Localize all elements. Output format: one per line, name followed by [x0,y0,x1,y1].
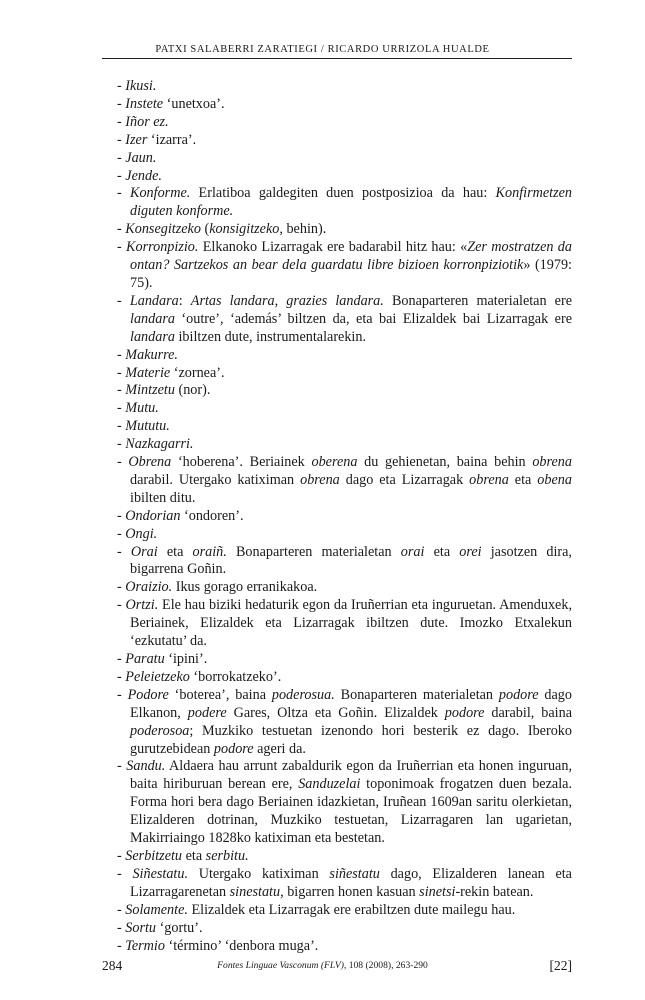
italic-term: Landara [129,292,179,309]
italic-term: Konfirmetzen diguten konforme. [130,185,572,220]
italic-term: Makurre. [125,346,178,363]
glossary-entry: - Podore ‘boterea’, baina poderosua. Bonaparteren materialetan podore dago Elkanon, podere Gares, Oltza eta Goñin. Elizaldek podore darabil, baina poderosoa; Muzkiko testuetan izenondo hori besterik ez dago. Iberoko gurutzebidean podore ageri da. [117,686,572,757]
italic-term: grazies landara. [286,292,384,309]
italic-term: Serbitzetu [125,847,183,864]
italic-term: Konforme. [130,185,191,202]
glossary-entry: - Sortu ‘gortu’. [117,919,203,936]
glossary-entry: - Nazkagarri. [117,436,194,453]
italic-term: Sandu. [126,758,166,775]
glossary-entry: - Orai eta oraiñ. Bonaparteren materialetan orai eta orei jasotzen dira, bigarrena Goñin. [117,543,572,578]
italic-term: Mintzetu [125,382,175,399]
italic-term: Artas landara [190,292,275,309]
glossary-entry: - Siñestatu. Utergako katiximan siñestatu dago, Elizalderen lanean eta Lizarragarenetan sinestatu, bigarren honen kasuan sinetsi-rekin batean. [117,865,572,900]
glossary-entry: - Ikusi. [117,78,157,94]
italic-term: Iñor ez. [125,113,169,130]
glossary-entry: - Makurre. [117,346,178,363]
glossary-entry: - Instete ‘unetxoa’. [117,95,225,112]
italic-term: sinestatu [229,883,281,900]
glossary-entry: - Mutu. [117,400,159,417]
italic-term: Orai [130,543,158,560]
glossary-entry: - Mintzetu (nor). [117,382,211,399]
italic-term: Sortu [125,919,157,936]
italic-term: orai [400,543,425,560]
glossary-entry: - Peleietzeko ‘borrokatzeko’. [117,668,282,685]
italic-term: oraiñ. [192,543,227,560]
italic-term: Termio [125,937,165,954]
glossary-entry: - Obrena ‘hoberena’. Beriainek oberena du gehienetan, baina behin obrena darabil. Utergako katiximan obrena dago eta Lizarragak obrena eta obena ibilten ditu. [117,454,572,506]
glossary-entry: - Izer ‘izarra’. [117,131,197,148]
italic-term: Konsegitzeko [125,221,201,238]
italic-term: Oraizio. [125,579,173,596]
italic-term: Materie [125,364,171,381]
italic-term: Ongi. [125,525,158,542]
glossary-entry: - Konsegitzeko (konsigitzeko, behin). [117,221,327,238]
glossary-entry: - Materie ‘zornea’. [117,364,225,381]
running-head: PATXI SALABERRI ZARATIEGI / RICARDO URRIZOLA HUALDE [155,44,490,55]
italic-term: obena [537,471,572,488]
italic-term: obrena [469,471,509,488]
italic-term: podore [213,740,254,757]
glossary-entry: - Sandu. Aldaera hau arrunt zabaldurik egon da Iruñerrian eta honen inguruan, baita hiriburuan berean ere, Sanduzelai toponimoak frogatzen duen bezala. Forma hori bera dago Beriainen idazkietan, Iruñean 1609an saritu olerkietan, Elizalderen dotrinan, Muzkiko testuetan, Lizarragaren lan ugarietan, Makirriaingo 1828ko katiximan eta bestetan. [117,758,572,847]
glossary-entry: - Ortzi. Ele hau biziki hedaturik egon da Iruñerrian eta inguruetan. Amenduxek, Beriainek, Elizaldek eta Lizarragak ibiltzen dute. Imozko Etxalekun ‘ezkutatu’ da. [117,597,572,650]
italic-term: oberena [311,454,358,471]
italic-term: Ortzi. [125,597,159,614]
journal-citation [0,960,645,971]
journal-title: Fontes Linguae Vasconum (FLV) [217,960,344,971]
glossary-entry: - Ongi. [117,525,158,542]
italic-term: Nazkagarri. [125,436,194,453]
glossary-entry: - Konforme. Erlatiboa galdegiten duen postposizioa da hau: Konfirmetzen diguten konforme. [117,185,572,220]
glossary-entry: - Paratu ‘ipini’. [117,651,208,667]
glossary-list [117,78,572,955]
glossary-entry: - Mututu. [117,418,170,435]
italic-term: Ondorian [125,507,181,524]
italic-term: poderosua. [271,686,335,703]
italic-term: Korronpizio. [126,239,199,256]
italic-term: podere [187,704,227,721]
italic-term: Ikusi. [125,78,157,94]
glossary-entry: - Solamente. Elizaldek eta Lizarragak ere erabiltzen dute mailegu hau. [117,901,516,918]
italic-term: konsigitzeko [209,221,280,238]
journal-details: , 108 (2008), 263-290 [343,960,428,971]
italic-term: Siñestatu. [132,865,189,882]
italic-term: sinetsi [419,883,456,900]
glossary-entry: - Oraizio. Ikus gorago erranikakoa. [117,579,318,596]
italic-term: podore [498,686,539,703]
italic-term: landara [130,310,175,327]
glossary-entry: - Iñor ez. [117,113,169,130]
italic-term: Izer [125,131,148,148]
italic-term: poderosoa [130,722,190,739]
italic-term: Zer mostratzen da ontan? Sartzekos an bear dela guardatu libre bizioen korronpiziotik [130,239,572,274]
italic-term: Podore [127,686,169,703]
italic-term: Jaun. [125,149,157,166]
italic-term: obrena [532,454,572,471]
italic-term: obrena [300,471,340,488]
italic-term: Solamente. [125,901,188,918]
italic-term: podore [444,704,485,721]
italic-term: Peleietzeko [125,668,190,685]
italic-term: Mututu. [125,418,170,435]
glossary-entry: - Serbitzetu eta serbitu. [117,847,249,864]
italic-term: serbitu. [205,847,249,864]
folio-number: [22] [549,958,572,973]
italic-term: Sanduzelai [298,776,361,793]
italic-term: Mutu. [125,400,159,417]
italic-term: Obrena [128,454,172,471]
page-number: 284 [102,958,123,973]
glossary-entry: - Landara: Artas landara, grazies landara. Bonaparteren materialetan ere landara ‘outre’, ‘además’ biltzen da, eta bai Elizaldek bai Lizarragak ere landara ibiltzen dute, instrumentalarekin. [117,292,572,345]
glossary-entry: - Korronpizio. Elkanoko Lizarragak ere badarabil hitz hau: «Zer mostratzen da ontan? Sartzekos an bear dela guardatu libre bizioen korronpiziotik» (1979: 75). [117,239,572,291]
italic-term: Jende. [125,167,162,184]
italic-term: landara [130,328,175,345]
header-rule [102,58,572,59]
italic-term: Instete [125,95,164,112]
italic-term: orei [459,543,482,560]
glossary-entry: - Jaun. [117,149,157,166]
italic-term: Paratu [125,651,165,667]
glossary-entry: - Jende. [117,167,162,184]
glossary-entry: - Ondorian ‘ondoren’. [117,507,244,524]
italic-term: siñestatu [329,865,380,882]
glossary-entry: - Termio ‘término’ ‘denbora muga’. [117,937,319,954]
